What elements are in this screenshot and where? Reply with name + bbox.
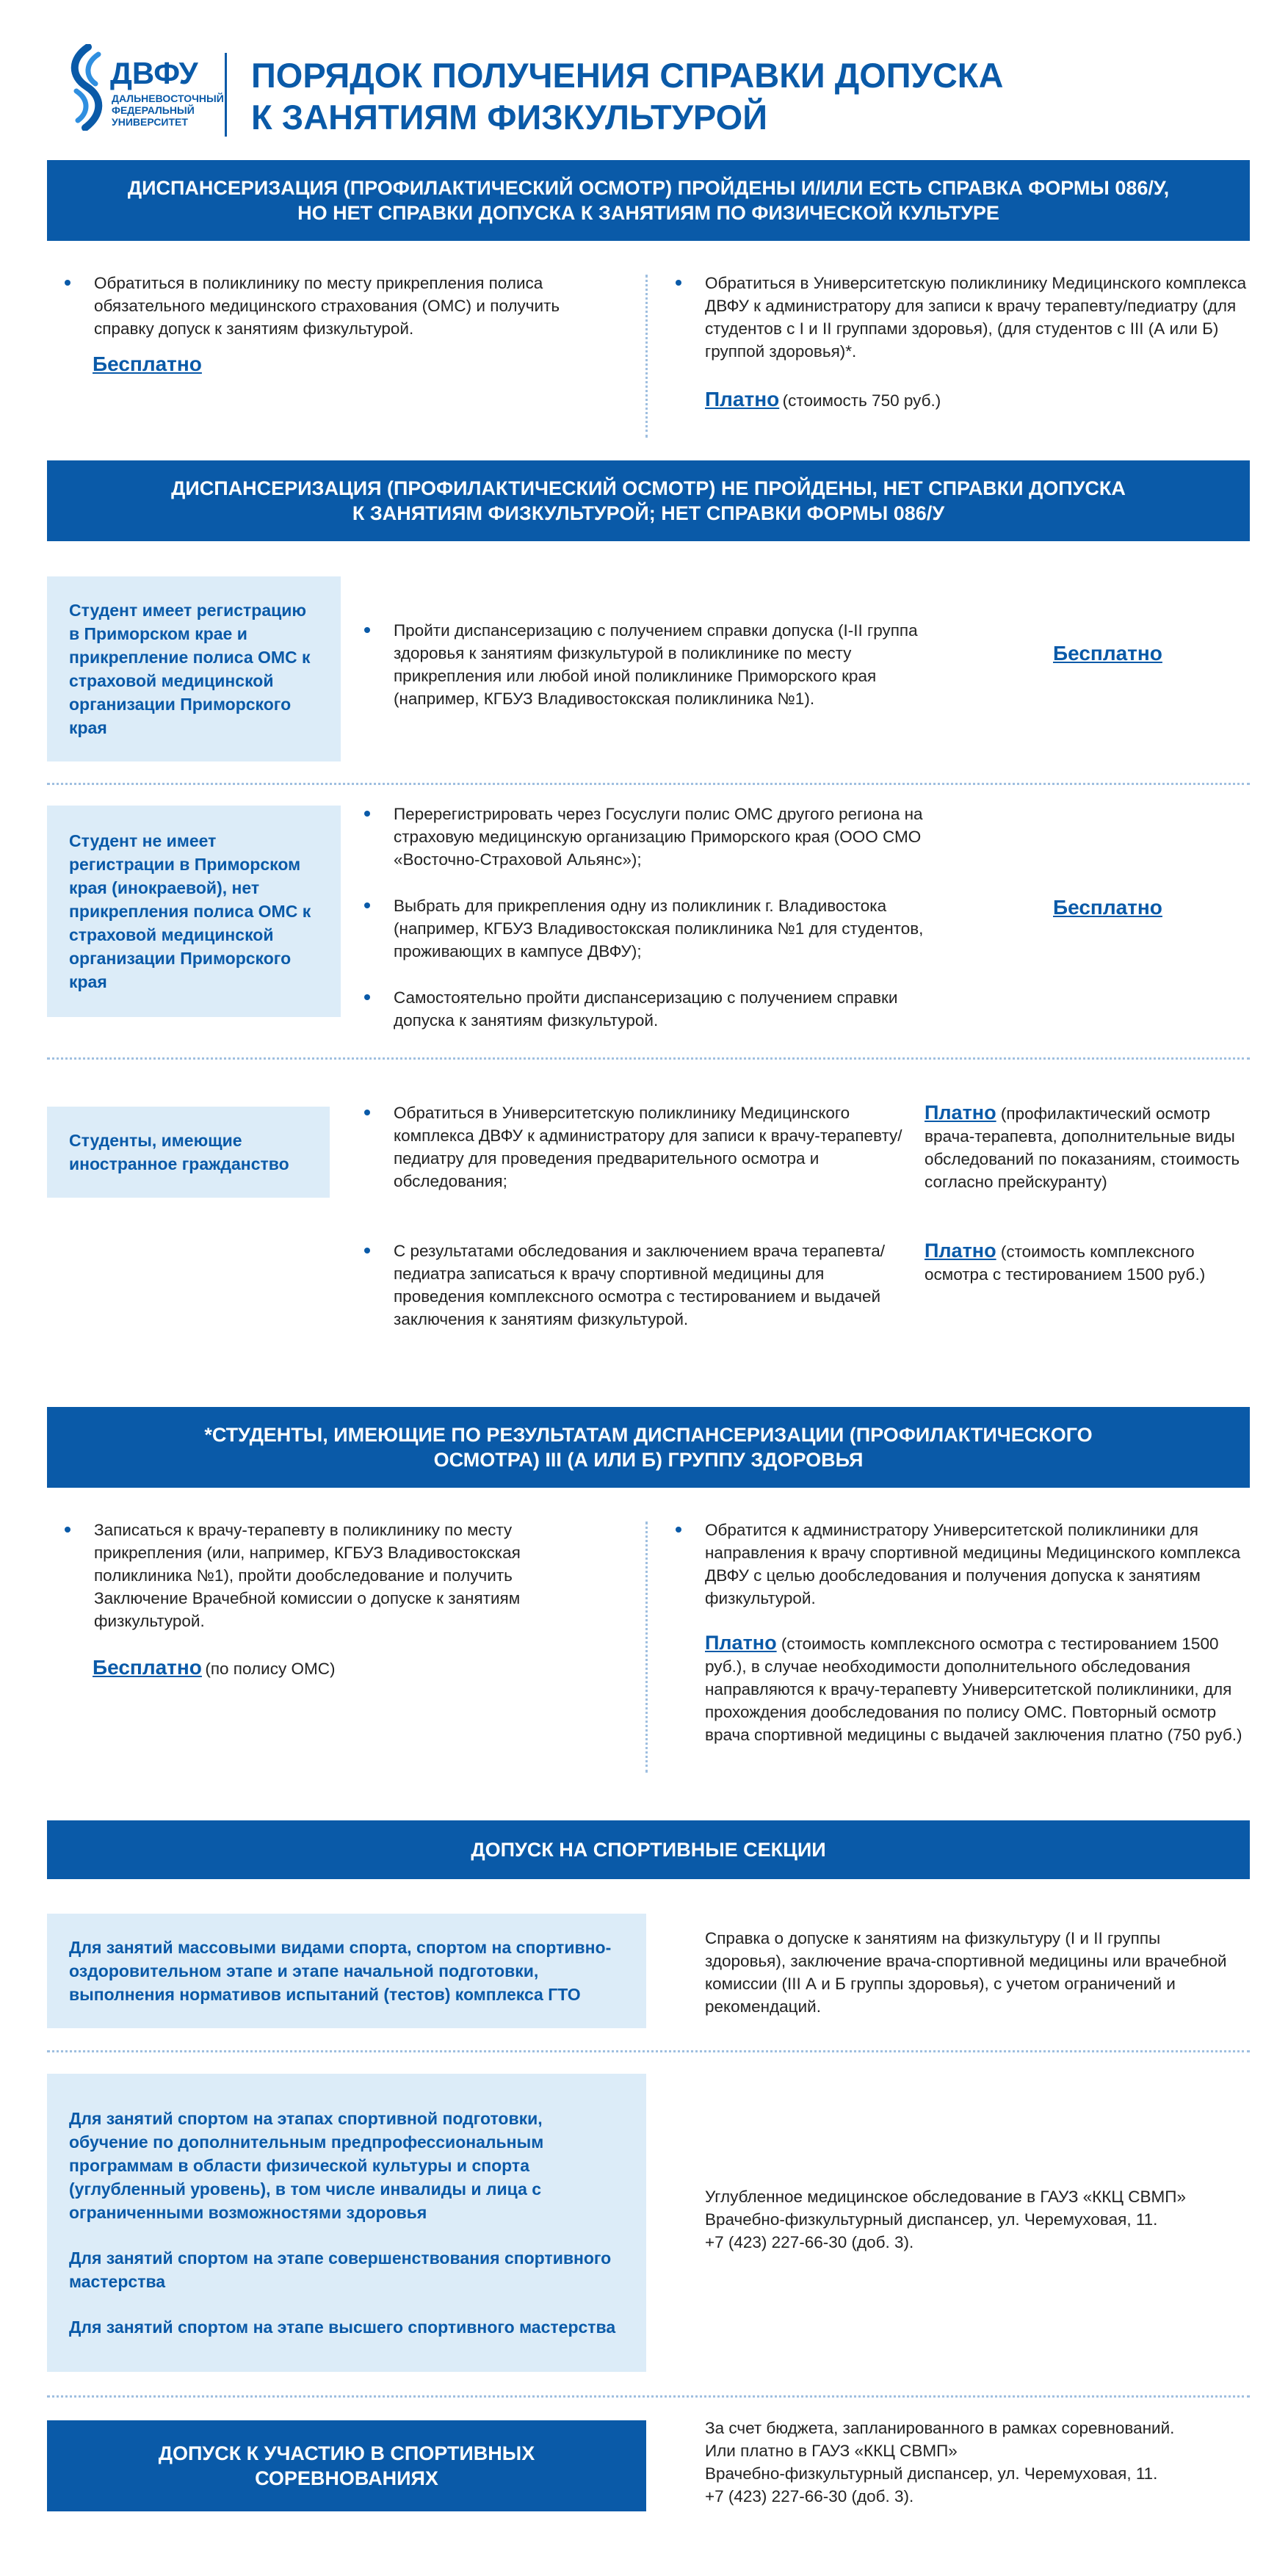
s5-text-line-1: За счет бюджета, запланированного в рамках соревнований. xyxy=(705,2419,1175,2437)
s2-row-3-label: Студенты, имеющие иностранное гражданство xyxy=(47,1107,330,1198)
s2-row-3-price-2 xyxy=(925,1240,1248,1286)
section-5-heading xyxy=(47,2420,646,2511)
section-2-heading-line-2: К ЗАНЯТИЯМ ФИЗКУЛЬТУРОЙ; НЕТ СПРАВКИ ФОРМЫ 086/У xyxy=(352,502,945,524)
section-1-heading-line-2: НО НЕТ СПРАВКИ ДОПУСКА К ЗАНЯТИЯМ ПО ФИЗИЧЕСКОЙ КУЛЬТУРЕ xyxy=(297,202,999,224)
logo-line-2: ФЕДЕРАЛЬНЫЙ xyxy=(112,104,195,116)
s2-row-1-label: Студент имеет регистрацию в Приморском крае и прикрепление полиса ОМС к страховой медицинской организации Приморского края xyxy=(47,576,341,761)
s4-row-2-text-line-2: Врачебно-физкультурный диспансер, ул. Черемуховая, 11. xyxy=(705,2210,1158,2229)
section-1-heading xyxy=(47,160,1250,241)
s3-left-item: Записаться к врачу-терапевту в поликлинику по месту прикрепления (или, например, КГБУЗ Владивостокская поликлиника №1), пройти дообследование и получить Заключение Врачебной комиссии о допуске к занятиям физкультурой. xyxy=(47,1519,576,1632)
s2-row-3-item-2: С результатами обследования и заключением врача терапевта/педиатра записаться к врачу спортивной медицины для проведения комплексного осмотра с тестированием и выдачей заключения к занятиям физкультурой. xyxy=(347,1240,919,1331)
s3-left-note: (по полису ОМС) xyxy=(205,1660,336,1678)
s2-row-2-label: Студент не имеет регистрации в Приморском края (инокраевой), нет прикрепления полиса ОМС к страховой медицинской организации Приморского края xyxy=(47,806,341,1017)
s5-text-line-3: Врачебно-физкультурный диспансер, ул. Черемуховая, 11. xyxy=(705,2464,1158,2483)
page-title xyxy=(251,54,1003,138)
s4-row-2-label-c: Для занятий спортом на этапе высшего спортивного мастерства xyxy=(69,2318,616,2337)
section-5-heading-line-1: ДОПУСК К УЧАСТИЮ В СПОРТИВНЫХ xyxy=(158,2442,535,2464)
s1-left-item: Обратиться в поликлинику по месту прикрепления полиса обязательного медицинского страхования (ОМС) и получить справку допуск к занятиям физкультурой. xyxy=(47,272,605,340)
s2-row-2-item-1: Перерегистрировать через Госуслуги полис ОМС другого региона на страховую медицинскую организацию Приморского края (ООО СМО «Восточно-Страховой Альянс»); xyxy=(347,803,949,871)
logo xyxy=(66,44,224,132)
section-4-heading: ДОПУСК НА СПОРТИВНЫЕ СЕКЦИИ xyxy=(47,1820,1250,1879)
logo-abbr: ДВФУ xyxy=(110,56,198,90)
s2-row-2-item-3: Самостоятельно пройти диспансеризацию с получением справки допуска к занятиям физкультурой. xyxy=(347,986,949,1032)
s2-divider-1 xyxy=(47,783,1250,785)
section-5-heading-line-2: СОРЕВНОВАНИЯХ xyxy=(255,2467,438,2489)
s2-row-3-paid-link-1[interactable]: Платно xyxy=(925,1101,996,1124)
s1-right-price xyxy=(705,388,941,411)
s1-column-divider xyxy=(645,275,648,438)
dvfu-emblem-icon xyxy=(66,44,109,131)
s2-row-3-item-1: Обратиться в Университетскую поликлинику Медицинского комплекса ДВФУ к администратору для записи к врачу-терапевту/педиатру для проведения предварительного осмотра и обследования; xyxy=(347,1101,919,1193)
s5-text xyxy=(705,2417,1248,2508)
s1-right-paid-link[interactable]: Платно xyxy=(705,388,780,410)
s3-left-price xyxy=(93,1656,335,1679)
s4-row-2-label-a: Для занятий спортом на этапах спортивной подготовки, обучение по дополнительным предпрофессиональным программам в области физической культуры и спорта (углубленный уровень), в том числе инвалиды и лица с ограниченными возможностями здоровья xyxy=(69,2109,544,2222)
s4-divider-2 xyxy=(47,2395,1250,2398)
s2-row-3-paid-link-2[interactable]: Платно xyxy=(925,1240,996,1262)
s4-row-1-text: Справка о допуске к занятиям на физкультуру (I и II группы здоровья), заключение врача-спортивной медицины или врачебной комиссии (III А и Б группы здоровья), с учетом ограничений и рекомендаций. xyxy=(705,1929,1227,2016)
s4-row-2-label xyxy=(47,2074,646,2372)
logo-line-3: УНИВЕРСИТЕТ xyxy=(112,116,188,128)
s3-right-item: Обратится к администратору Университетской поликлиники для направления к врачу спортивной медицины Медицинского комплекса ДВФУ с целью дообследования и получения допуска к занятиям физкультурой. xyxy=(658,1519,1250,1610)
s2-divider-2 xyxy=(47,1057,1250,1060)
section-3-heading-line-2: ОСМОТРА) III (А ИЛИ Б) ГРУППУ ЗДОРОВЬЯ xyxy=(433,1449,864,1471)
section-1-heading-line-1: ДИСПАНСЕРИЗАЦИЯ (ПРОФИЛАКТИЧЕСКИЙ ОСМОТР) ПРОЙДЕНЫ И/ИЛИ ЕСТЬ СПРАВКА ФОРМЫ 086/У, xyxy=(127,177,1170,199)
s4-row-2-text xyxy=(705,2185,1248,2254)
logo-line-1: ДАЛЬНЕВОСТОЧНЫЙ xyxy=(112,93,224,104)
s5-text-line-2: Или платно в ГАУЗ «ККЦ СВМП» xyxy=(705,2442,958,2460)
s2-row-3-price-1 xyxy=(925,1101,1248,1193)
s3-column-divider xyxy=(645,1522,648,1773)
s2-row-2-free-link[interactable]: Бесплатно xyxy=(1053,896,1162,919)
s3-right-note: (стоимость комплексного осмотра с тестированием 1500 руб.), в случае необходимости дополнительного обследования направляются к врачу-терапевту Университетской поликлиники, для прохождения дообследования по полису ОМС. Повторный осмотр врача спортивной медицины с выдачей заключения платно (750 руб.) xyxy=(705,1635,1242,1744)
s2-row-2-item-2: Выбрать для прикрепления одну из поликлиник г. Владивостока (например, КГБУЗ Владивостокская поликлиника №1 для студентов, проживающих в кампусе ДВФУ); xyxy=(347,894,949,963)
section-3-heading-line-1: *СТУДЕНТЫ, ИМЕЮЩИЕ ПО РЕЗУЛЬТАТАМ ДИСПАНСЕРИЗАЦИИ (ПРОФИЛАКТИЧЕСКОГО xyxy=(204,1424,1093,1446)
page-title-line-2: К ЗАНЯТИЯМ ФИЗКУЛЬТУРОЙ xyxy=(251,98,768,137)
s2-row-1-item: Пройти диспансеризацию с получением справки допуска (I-II группа здоровья к занятиям физкультурой в поликлинике по месту прикрепления или любой иной поликлинике Приморского края (например, КГБУЗ Владивостокская поликлиника №1). xyxy=(347,619,919,710)
header-divider xyxy=(225,53,227,137)
s4-row-2-label-b: Для занятий спортом на этапе совершенствования спортивного мастерства xyxy=(69,2248,612,2291)
s2-row-3-note-2: (стоимость комплексного осмотра с тестированием 1500 руб.) xyxy=(925,1242,1206,1284)
s3-left-free-link[interactable]: Бесплатно xyxy=(93,1656,202,1679)
section-3-heading xyxy=(47,1407,1250,1488)
section-2-heading xyxy=(47,460,1250,541)
section-2-heading-line-1: ДИСПАНСЕРИЗАЦИЯ (ПРОФИЛАКТИЧЕСКИЙ ОСМОТР) НЕ ПРОЙДЕНЫ, НЕТ СПРАВКИ ДОПУСКА xyxy=(171,477,1126,499)
s2-row-3-note-1: (профилактический осмотр врача-терапевта, дополнительные виды обследований по показаниям, стоимость согласно прейскуранту) xyxy=(925,1104,1240,1191)
s2-row-1-free-link[interactable]: Бесплатно xyxy=(1053,642,1162,665)
s1-right-item: Обратиться в Университетскую поликлинику Медицинского комплекса ДВФУ к администратору для записи к врачу терапевту/педиатру (для студентов с I и II группами здоровья), (для студентов с III (А или Б) группой здоровья)*. xyxy=(658,272,1250,363)
s5-text-line-4: +7 (423) 227-66-30 (доб. 3). xyxy=(705,2487,914,2506)
s3-right-paid-link[interactable]: Платно xyxy=(705,1632,777,1654)
s1-right-note: (стоимость 750 руб.) xyxy=(782,391,941,410)
s4-row-1-label: Для занятий массовыми видами спорта, спортом на спортивно-оздоровительном этапе и этапе начальной подготовки, выполнения нормативов испытаний (тестов) комплекса ГТО xyxy=(47,1914,646,2028)
s4-row-2-text-line-1: Углубленное медицинское обследование в ГАУЗ «ККЦ СВМП» xyxy=(705,2188,1186,2206)
s1-left-free-link[interactable]: Бесплатно xyxy=(93,352,202,375)
page-title-line-1: ПОРЯДОК ПОЛУЧЕНИЯ СПРАВКИ ДОПУСКА xyxy=(251,56,1004,95)
s4-divider-1 xyxy=(47,2050,1250,2052)
s3-right-price xyxy=(705,1632,1250,1746)
s4-row-2-text-line-3: +7 (423) 227-66-30 (доб. 3). xyxy=(705,2233,914,2251)
